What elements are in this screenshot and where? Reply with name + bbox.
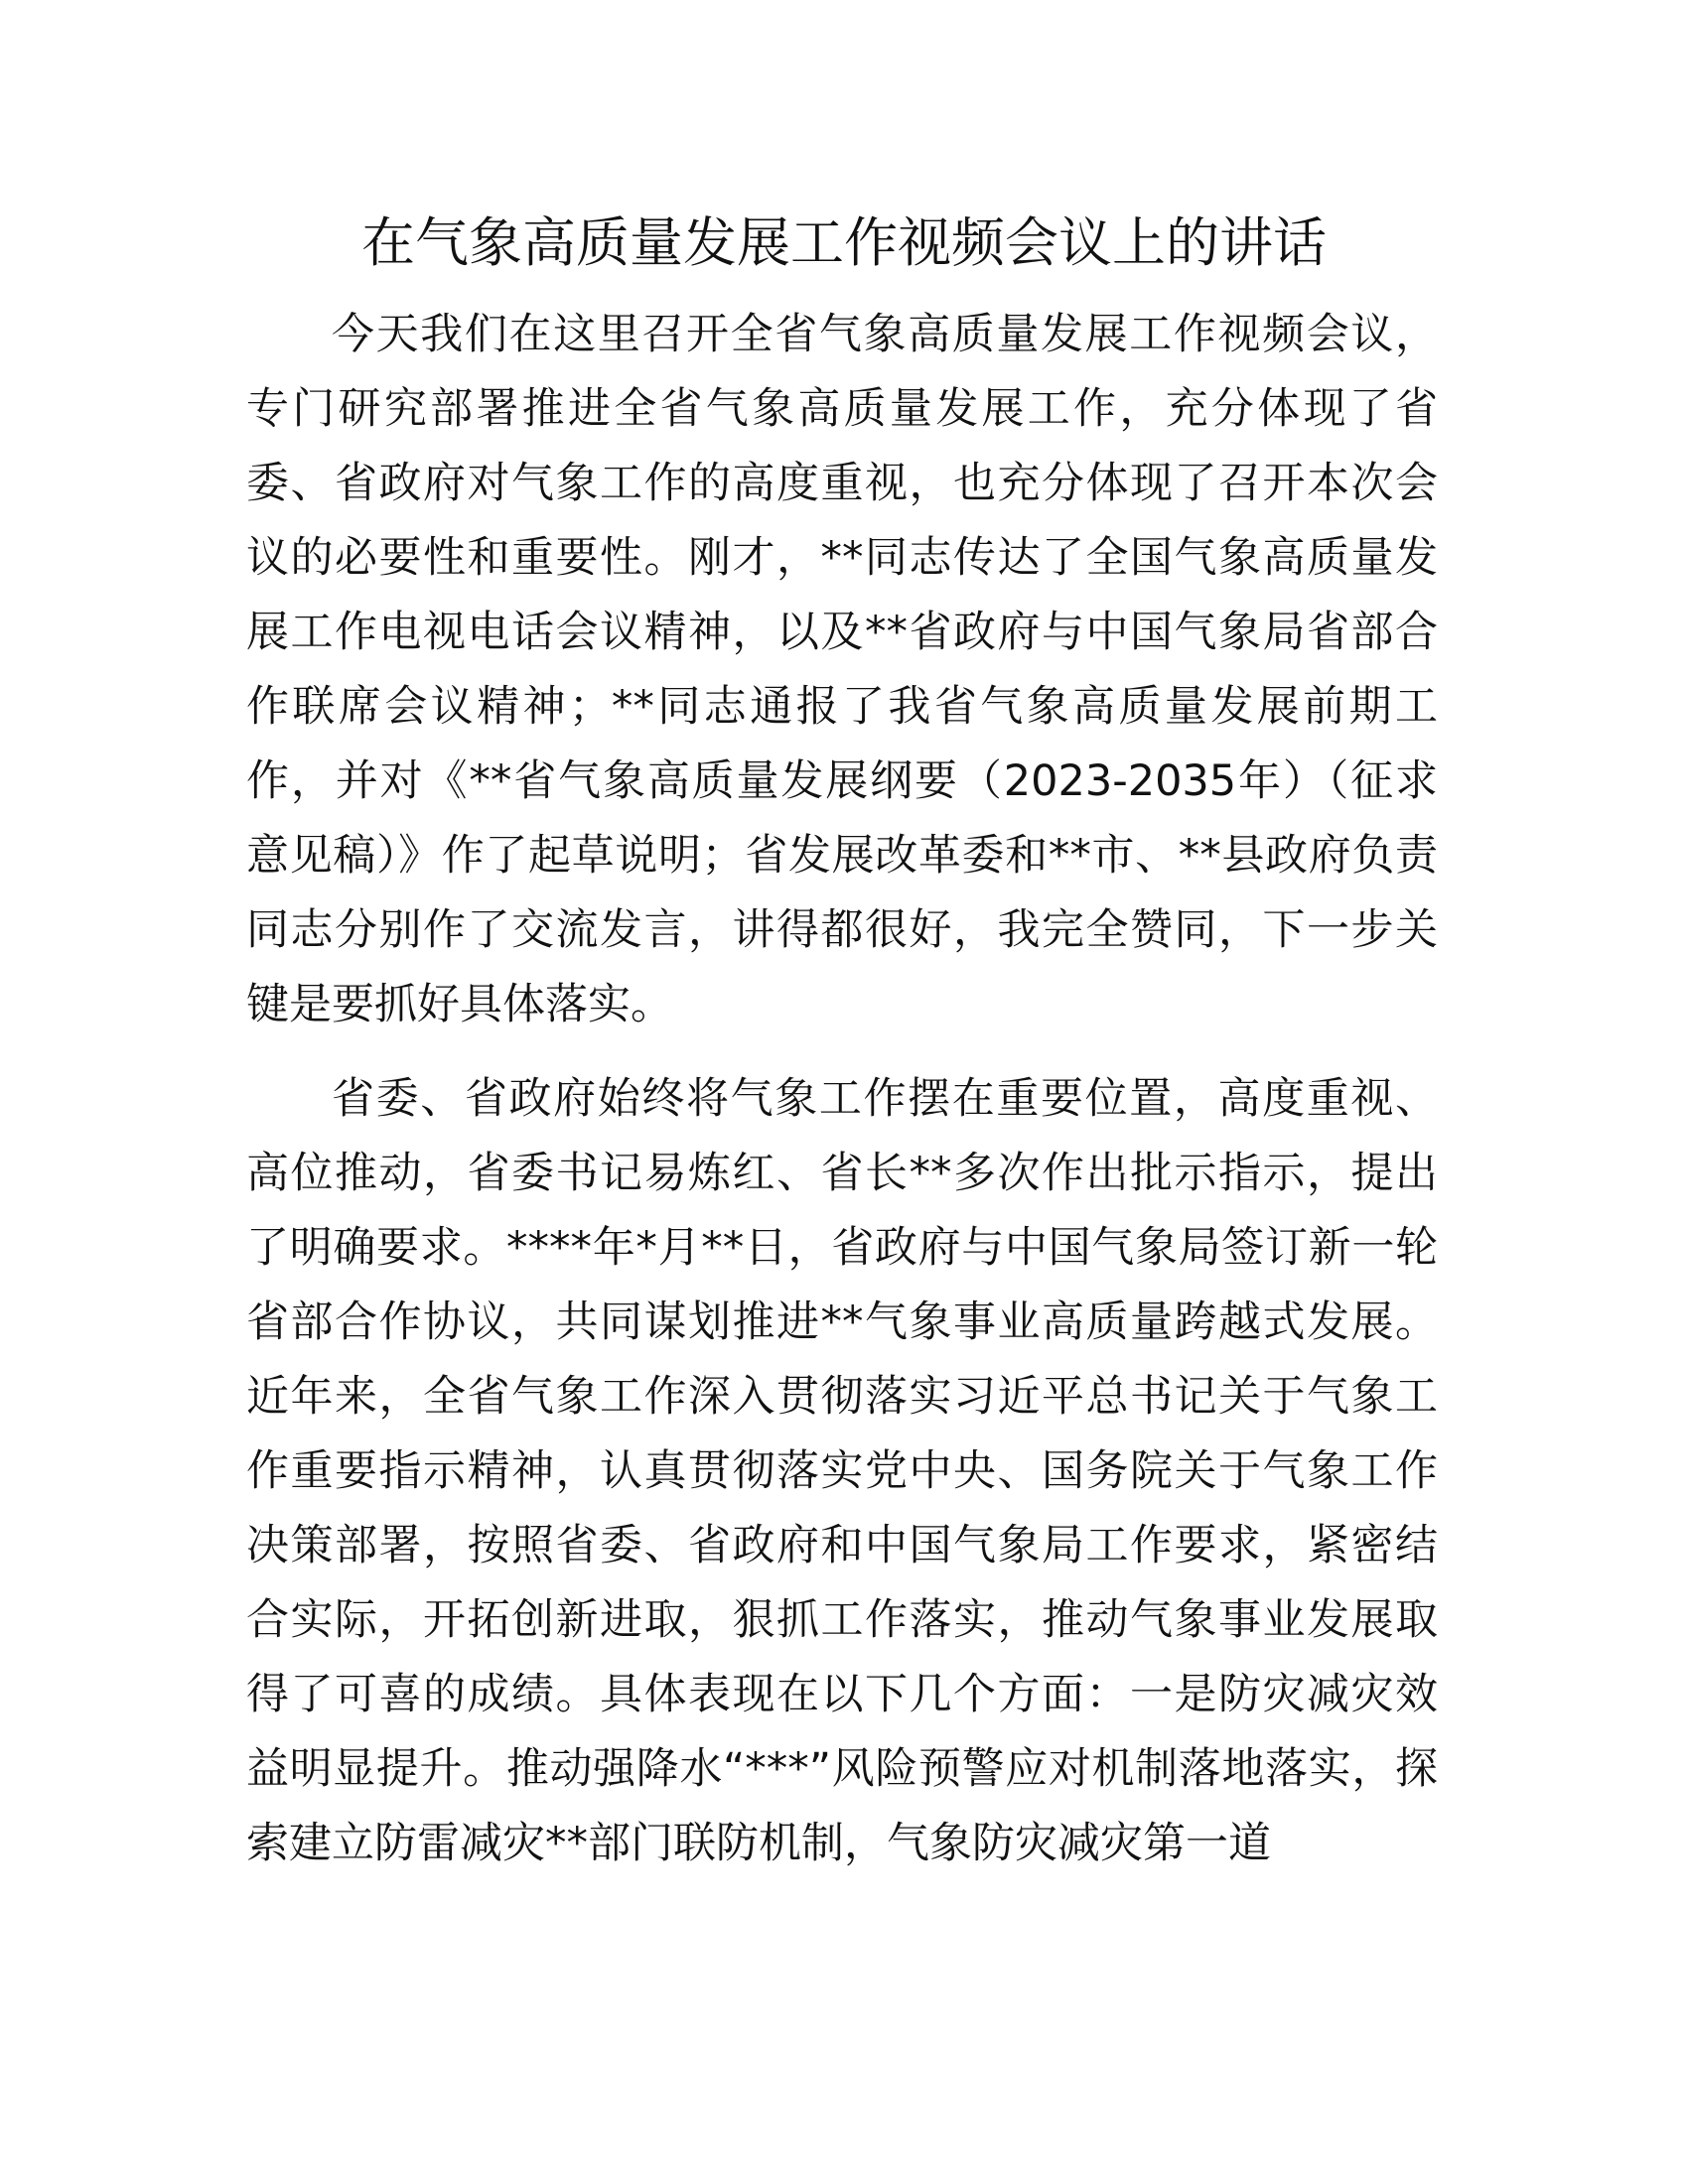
paragraph-1: 今天我们在这里召开全省气象高质量发展工作视频会议，专门研究部署推进全省气象高质量发展工作，充分体现了省委、省政府对气象工作的高度重视，也充分体现了召开本次会议的必要性和重要性。刚才，**同志传达了全国气象高质量发展工作电视电话会议精神，以及**省政府与中国气象局省部合作联席会议精神；**同志通报了我省气象高质量发展前期工作，并对《**省气象高质量发展纲要（2023-2035年）（征求意见稿）》作了起草说明；省发展改革委和**市、**县政府负责同志分别作了交流发言，讲得都很好，我完全赞同，下一步关键是要抓好具体落实。 xyxy=(246,310,1438,1029)
document-title: 在气象高质量发展工作视频会议上的讲话 xyxy=(361,211,1327,274)
paragraph-2: 省委、省政府始终将气象工作摆在重要位置，高度重视、高位推动，省委书记易炼红、省长**多次作出批示指示，提出了明确要求。****年*月**日，省政府与中国气象局签订新一轮省部合作协议，共同谋划推进**气象事业高质量跨越式发展。近年来，全省气象工作深入贯彻落实习近平总书记关于气象工作重要指示精神，认真贯彻落实党中央、国务院关于气象工作决策部署，按照省委、省政府和中国气象局工作要求，紧密结合实际，开拓创新进取，狠抓工作落实，推动气象事业发展取得了可喜的成绩。具体表现在以下几个方面：一是防灾减灾效益明显提升。推动强降水“***”风险预警应对机制落地落实，探索建立防雷减灾**部门联防机制，气象防灾减灾第一道 xyxy=(246,1074,1438,1868)
document-body xyxy=(246,298,1438,1881)
